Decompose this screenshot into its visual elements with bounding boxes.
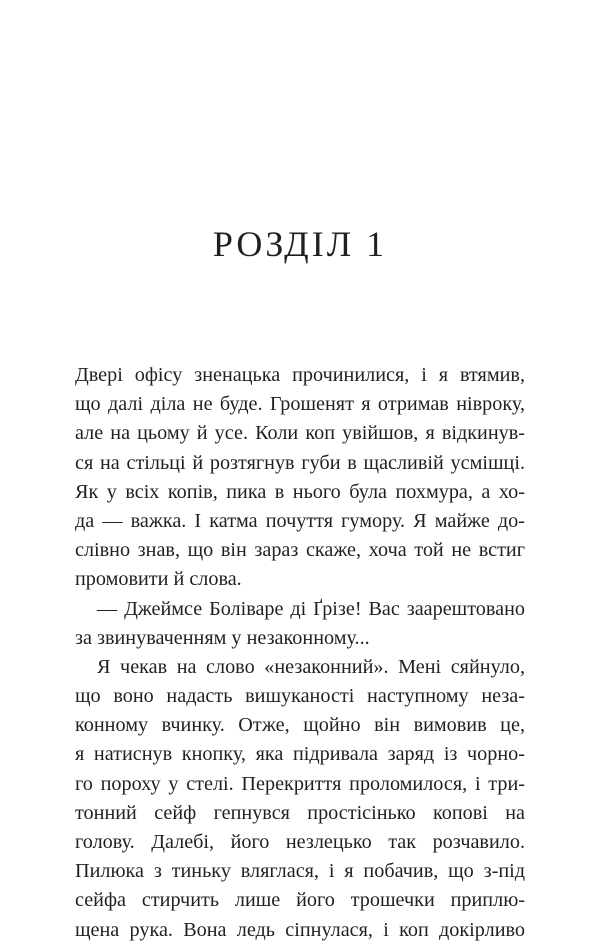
text-line: Двері офісу зненацька прочинилися, і я втямив, xyxy=(75,364,525,386)
text-line: конному вчинку. Отже, щойно він вимовив це, xyxy=(75,714,525,737)
text-line: щена рука. Вона ледь сіпнулася, і коп докірливо xyxy=(75,918,525,941)
text-line: що воно надасть вишуканості наступному неза- xyxy=(75,685,525,708)
text-line: тонний сейф гепнувся простісінько копові на xyxy=(75,801,525,824)
text-line: я натиснув кнопку, яка підривала заряд із чорно- xyxy=(75,743,525,766)
text-line: Пилюка з тиньку вляглася, і я побачив, що з-під xyxy=(75,860,525,883)
text-line: що далі діла не буде. Грошенят я отримав нівроку, xyxy=(75,393,525,416)
text-line: слівно знав, що він зараз скаже, хоча той не встиг xyxy=(75,539,525,562)
text-line: го пороху у стелі. Перекриття проломилося, і три- xyxy=(75,772,525,795)
text-line: Як у всіх копів, пика в нього була похмура, а хо- xyxy=(75,480,525,503)
text-line: ся на стільці й розтягнув губи в щасливій усмішці. xyxy=(75,451,525,474)
text-line: голову. Далебі, його незлецько так розчавило. xyxy=(75,831,525,853)
text-line: — Джеймсе Боліваре ді Ґрізе! Вас заарештовано xyxy=(97,597,525,620)
text-line: промовити й слова. xyxy=(75,568,242,591)
chapter-title: РОЗДІЛ 1 xyxy=(212,224,388,264)
text-line: сейфа стирчить лише його трошечки приплю- xyxy=(75,889,525,912)
text-line: да — важка. І катма почуття гумору. Я майже до- xyxy=(75,509,525,532)
body-text xyxy=(75,361,525,945)
text-line: але на цьому й усе. Коли коп увійшов, я відкинув- xyxy=(75,422,525,445)
text-line: Я чекав на слово «незаконний». Мені сяйнуло, xyxy=(97,655,525,678)
text-line: за звинуваченням у незаконному... xyxy=(75,626,370,649)
